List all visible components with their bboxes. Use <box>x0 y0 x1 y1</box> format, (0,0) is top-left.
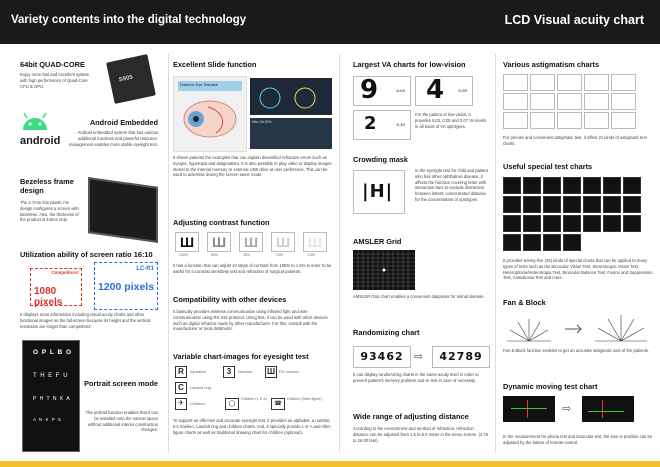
crowding-title: Crowding mask <box>353 155 409 164</box>
android-logo <box>20 110 61 150</box>
special-text: It provides twenty-five (25) kinds of special charts that can be applied to many types of tests such as the Binocular Vision Test, Stereoscopic Vision Test, Heterophoria/Heterotropia Test, Binocular Balance Test, Fusion and Suppression Test, Aniseikonia Test and more. <box>503 258 653 281</box>
portrait-section <box>82 379 158 433</box>
quad-core-section <box>20 60 95 89</box>
moving-chart-line <box>527 400 528 418</box>
allen-chart-icon: ☎ <box>271 398 285 410</box>
largest-section <box>353 60 488 69</box>
contrast-level-label: 1.5% <box>307 253 315 257</box>
landolt-ring-icon: C <box>175 382 187 394</box>
contrast-level-label: 25% <box>243 253 251 257</box>
competitor-label: Competitors' <box>51 270 79 275</box>
portrait-text: The portrait function enables that it can be installed onto the narrow space without additional interior construction changes. <box>85 410 158 433</box>
special-chart <box>543 177 561 194</box>
portrait-screen-image <box>22 340 80 452</box>
contrast-title: Adjusting contrast function <box>173 218 270 227</box>
amsler-title: AMSLER Grid <box>353 237 402 246</box>
slide-text-wrap <box>173 155 333 178</box>
competitor-resolution: 1080 pixels <box>34 286 63 308</box>
chart-type-label: Landolt ring <box>190 385 211 390</box>
cpu-chip-image <box>106 54 156 104</box>
astig-text-wrap <box>503 135 653 147</box>
e-snellen-icon: Ш <box>266 367 276 376</box>
slide-tag-mac: Mac 4A 30% <box>252 120 272 124</box>
special-chart <box>543 196 561 213</box>
slide-title: Excellent Slide function <box>173 60 257 69</box>
random-title: Randomizing chart <box>353 328 420 337</box>
quad-core-title: 64bit QUAD-CORE <box>20 60 85 69</box>
cpu-chip-label: S905 <box>118 74 134 84</box>
slide-section <box>173 60 333 69</box>
bezel-monitor-image <box>88 177 158 243</box>
random-text: It can display randomizing charts in the same acuity level in order to prevent patient's memory problem and re-test in case of necessity. <box>353 372 479 383</box>
slide-text: It shows patients the examples that can explain diversified refractive errors such as myopia, hyperopia and astigmatism. It is also possible to play video or display images stored to the internal memory or external USB drive at user preference. This can be used to advertise during the screen saver mode. <box>173 155 332 178</box>
contrast-text-wrap <box>173 263 333 275</box>
astig-chart <box>584 93 609 110</box>
astig-chart <box>503 112 528 129</box>
special-chart <box>563 177 581 194</box>
astig-title: Various astigmatism charts <box>503 60 600 69</box>
ratio-text-wrap <box>20 312 155 329</box>
ratio-title: Utilization ability of screen ratio 16:10 <box>20 250 153 259</box>
special-chart <box>523 177 541 194</box>
chart-type-label: Alphabet <box>190 369 206 374</box>
special-chart <box>523 234 541 251</box>
special-chart <box>503 234 521 251</box>
crowding-text-wrap <box>415 168 489 203</box>
variable-text-wrap <box>173 418 333 435</box>
moving-chart-line <box>588 411 624 412</box>
ratio-text: It displays more information including visual acuity charts and other functional images on the full-screen because its height and the vertical resolution are longer than competitors'. <box>20 312 151 329</box>
lcr-resolution: 1200 pixels <box>98 281 155 293</box>
contrast-sample: Ш <box>239 232 263 252</box>
special-chart-grid <box>503 177 641 251</box>
chart-type-label: E's number <box>279 369 300 374</box>
special-title: Useful special test charts <box>503 162 593 171</box>
slide-image-diabetic <box>173 76 247 152</box>
special-chart <box>603 215 621 232</box>
special-chart <box>543 215 561 232</box>
special-chart <box>583 215 601 232</box>
moving-chart-line <box>602 400 603 418</box>
astig-chart <box>530 93 555 110</box>
contrast-level-label: 100% <box>179 253 188 257</box>
crowding-section <box>353 155 488 164</box>
contrast-section <box>173 218 333 227</box>
special-chart <box>523 196 541 213</box>
portrait-title: Portrait screen mode <box>84 379 158 388</box>
amsler-text: AMSLER Grid chart enables a convenient diagnosis for retinal disease. <box>353 294 485 299</box>
astig-chart <box>611 112 636 129</box>
android-section <box>62 118 158 147</box>
astig-section <box>503 60 653 69</box>
special-chart <box>623 215 641 232</box>
astig-chart <box>584 112 609 129</box>
fan-block-image <box>503 309 653 345</box>
special-chart <box>503 196 521 213</box>
compat-section <box>173 295 333 332</box>
va-chart-large <box>353 76 411 106</box>
competitor-screen <box>30 268 82 306</box>
alphabet-icon: R <box>175 366 187 378</box>
fan-title: Fan & Block <box>503 298 546 307</box>
portrait-letters-row: O P L B O <box>33 349 73 356</box>
portrait-letters-row: P H T N K A <box>33 396 71 402</box>
moving-text: In the measurement for phoria test and binocular test, the size or position can be adjusted by the button of remote-control. <box>503 434 653 445</box>
astig-chart <box>611 74 636 91</box>
random-chart-before: 93462 <box>353 346 411 368</box>
special-chart <box>623 196 641 213</box>
random-arrow-icon: ⇨ <box>414 351 424 363</box>
astig-chart <box>530 112 555 129</box>
special-section <box>503 162 653 171</box>
column-divider <box>339 54 340 452</box>
moving-chart-line <box>511 408 547 409</box>
wide-text: According to the environment and method of refraction, refraction distance can be adjusted from 1.5 to 8.0 meter in the menu screen. (4.75 to 26.00 feet) <box>353 426 489 443</box>
footer-stripe <box>0 461 660 467</box>
crowding-optotype: |H| <box>362 181 394 202</box>
largest-title: Largest VA charts for low-vision <box>353 60 466 69</box>
va-level: 0.05 <box>458 89 467 93</box>
special-chart <box>563 196 581 213</box>
ratio-comparison <box>20 262 160 310</box>
special-chart <box>523 215 541 232</box>
slide-image-mac <box>250 118 332 149</box>
android-text: Android embedded system that has various additional functions and powerful resource-management enables more stable eyesight test. <box>68 130 158 147</box>
special-chart <box>503 215 521 232</box>
crowding-mask-image <box>353 170 405 214</box>
android-title: Android Embedded <box>89 118 158 127</box>
header-left-title: Variety contents into the digital technology <box>11 14 247 26</box>
android-wordmark: android <box>20 135 61 147</box>
special-chart <box>583 177 601 194</box>
random-chart-after: 42789 <box>432 346 490 368</box>
moving-arrow-icon: ⇨ <box>562 403 572 415</box>
fan-text-wrap <box>503 348 653 354</box>
amsler-section <box>353 237 488 246</box>
contrast-sample: Ш <box>175 232 199 252</box>
moving-chart-before <box>503 396 555 422</box>
astig-chart <box>584 74 609 91</box>
moving-title: Dynamic moving test chart <box>503 382 598 391</box>
astig-chart-grid <box>503 74 636 129</box>
astig-chart <box>503 74 528 91</box>
chart-type-label: Children (Allen figure) <box>287 397 322 401</box>
slide-tag-diabetic: Diabetic Eye Disease <box>178 81 242 91</box>
va-optotype: 4 <box>426 75 445 105</box>
fan-section <box>503 298 653 307</box>
portrait-letters-row: A N K P S <box>33 417 62 422</box>
slide-chart-icon <box>250 78 332 115</box>
lcr-screen <box>94 262 158 310</box>
va-optotype: 2 <box>364 113 377 134</box>
astig-chart <box>557 74 582 91</box>
lea-chart-icon: ◯ <box>225 398 239 410</box>
header-bar <box>0 0 660 44</box>
special-chart <box>603 196 621 213</box>
chart-type-label: Children <box>190 401 205 406</box>
bezel-section <box>20 177 82 223</box>
amsler-text-wrap <box>353 294 488 300</box>
android-robot-icon <box>20 110 50 132</box>
special-chart <box>603 177 621 194</box>
children-chart-icon: ✈ <box>175 398 187 410</box>
special-text-wrap <box>503 258 653 281</box>
ratio-section <box>20 250 170 259</box>
contrast-text: It has a function that can adjust 10 steps of contrast from 100% to 1.5% in order to be useful for a contrast sensitivity test and refraction of surgical patients. <box>173 263 332 274</box>
astig-chart <box>557 112 582 129</box>
va-chart-large <box>353 110 411 140</box>
header-right-title: LCD Visual acuity chart <box>504 13 644 27</box>
bezel-title: Bezeless frame design <box>20 177 74 195</box>
bezel-text: The 2.7mm thin plastic rim design configures a screen with Bezeless. Also, the thickness of the product is 44mm only. <box>20 200 79 223</box>
variable-chart-list <box>173 366 333 414</box>
astig-chart <box>611 93 636 110</box>
eye-anatomy-icon <box>178 95 242 143</box>
number-icon: 3 <box>223 366 235 378</box>
wide-title: Wide range of adjusting distance <box>353 412 469 421</box>
va-chart-large <box>415 76 473 106</box>
chart-type-label: Number <box>238 369 253 374</box>
va-level: 0.10 <box>396 123 405 127</box>
variable-section <box>173 352 333 361</box>
crowding-text: In the eyesight test for child and patient who has other ophthalmic disease, it affects the function covering letter with interaction bars to exclude distraction between letters' concentrated distance for the concentration of optotypes. <box>415 168 488 202</box>
va-level: 0.05 <box>396 89 405 93</box>
compat-title: Compatibility with other devices <box>173 295 287 304</box>
random-text-wrap <box>353 372 488 384</box>
moving-chart-after <box>582 396 634 422</box>
contrast-level-label: 50% <box>211 253 219 257</box>
compat-text: It basically provides wireless communication using infrared light and wire communication using RS-232 protocol. Using this, it can be used with other devices such as digital refractor made by other manufacturer. For this, consult with the manufacturer or local distributor. <box>173 309 328 332</box>
largest-text-wrap <box>415 112 487 129</box>
special-chart <box>563 234 581 251</box>
largest-text: For the patient of low-vision, it provides 0.03, 0.05 and 0.07 VA levels in all kinds of VA optotypes. <box>415 112 487 129</box>
special-chart <box>503 177 521 194</box>
slide-image-chart <box>250 78 332 115</box>
special-chart <box>583 196 601 213</box>
amsler-grid-image <box>353 250 415 290</box>
contrast-level-label: 7.5% <box>275 253 283 257</box>
variable-title: Variable chart-images for eyesight test <box>173 352 309 361</box>
astig-chart <box>530 74 555 91</box>
chart-type-label: Children (L·E·A) <box>241 397 267 401</box>
variable-text: To support an effective and accurate eyesight test, it provides an alphabet, a number, E's Snellen, Landolt ring and children charts. And, it specially provide L·E·A and Allen figure charts as well as traditional drawing chart for children (optional). <box>173 418 331 435</box>
va-optotype: 9 <box>360 75 379 105</box>
moving-section <box>503 382 653 391</box>
special-chart <box>623 177 641 194</box>
special-chart <box>563 215 581 232</box>
contrast-sample: Ш <box>271 232 295 252</box>
astig-chart <box>503 93 528 110</box>
portrait-letters-row: T H E F U <box>33 373 69 379</box>
special-chart <box>543 234 561 251</box>
random-section <box>353 328 488 337</box>
astig-text: For precise and convenient astigmatic test, it offers 21 kinds of astigmatic test charts. <box>503 135 647 146</box>
contrast-sample: Ш <box>207 232 231 252</box>
lcr-brand-label: LC-R1 <box>136 266 154 272</box>
moving-text-wrap <box>503 434 653 446</box>
contrast-levels <box>173 232 333 260</box>
fan-text: Fan & Block function enables to get an accurate astigmatic axis of the patients. <box>503 348 650 353</box>
wide-section <box>353 412 488 443</box>
column-divider <box>495 54 496 452</box>
quad-core-text: Enjoy more fast and excellent system with high performance of Quad-Core CPU & GPU. <box>20 72 90 89</box>
contrast-sample: Ш <box>303 232 327 252</box>
astig-chart <box>557 93 582 110</box>
